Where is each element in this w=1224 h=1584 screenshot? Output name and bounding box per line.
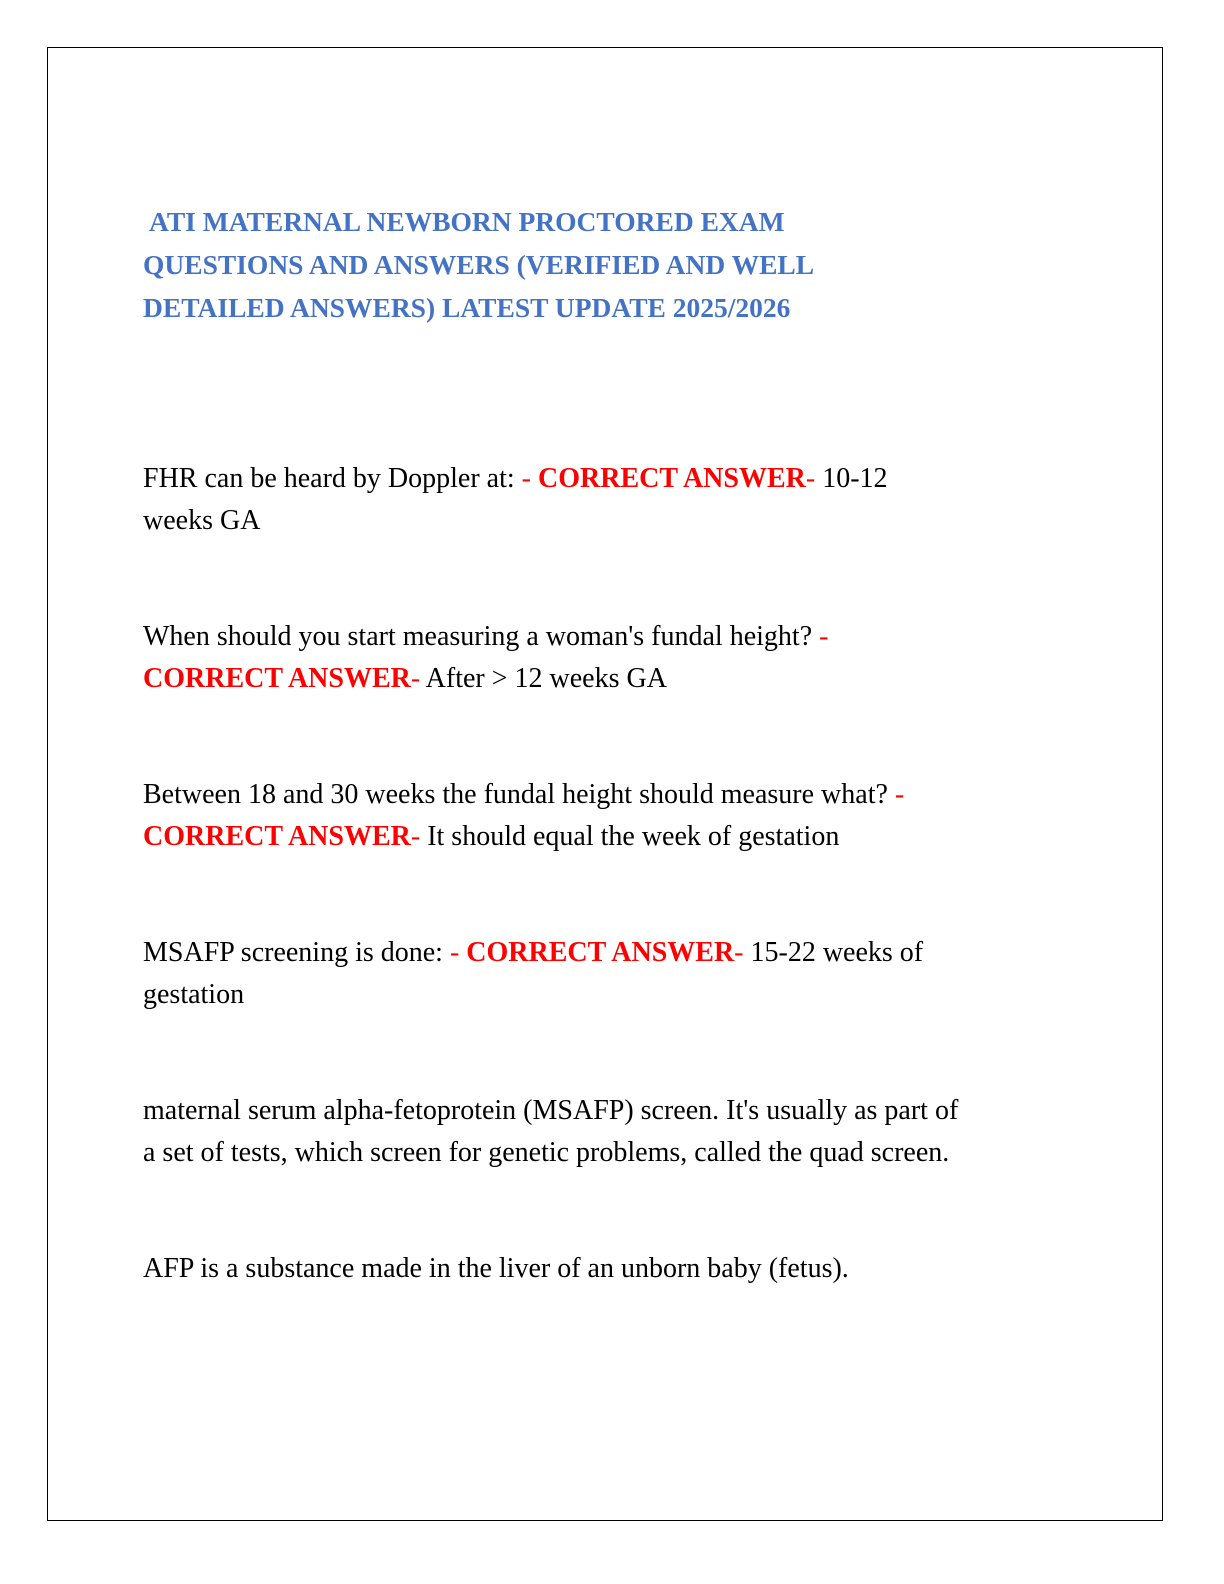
qa-line [143, 816, 1083, 858]
qa-item [143, 458, 1083, 542]
qa-line [143, 932, 1083, 974]
answer-marker [143, 821, 420, 852]
answer-text: It should equal the week of gestation [420, 821, 840, 852]
note-line: a set of tests, which screen for genetic problems, called the quad screen. [143, 1137, 950, 1168]
document-title [143, 200, 943, 329]
qa-item [143, 774, 1083, 858]
note-line: maternal serum alpha-fetoprotein (MSAFP) screen. It's usually as part of [143, 1095, 959, 1126]
answer-text: After > 12 weeks GA [420, 663, 667, 694]
answer-dash: - [410, 821, 421, 852]
answer-dash: - [805, 463, 816, 494]
answer-text: 15-22 weeks of [743, 937, 924, 968]
answer-marker-label: CORRECT ANSWER [143, 663, 411, 694]
question-text: When should you start measuring a woman's fundal height? [143, 621, 820, 652]
question-text: MSAFP screening is done: [143, 937, 450, 968]
qa-line [143, 658, 1083, 700]
answer-marker-label: CORRECT ANSWER [538, 463, 806, 494]
answer-dash: - [521, 463, 531, 494]
answer-text: weeks GA [143, 505, 261, 536]
note-paragraph [143, 1248, 1083, 1290]
qa-line [143, 616, 1083, 658]
title-line: DETAILED ANSWERS) LATEST UPDATE 2025/2026 [143, 292, 791, 323]
answer-dash: - [734, 937, 744, 968]
qa-item [143, 616, 1083, 700]
answer-marker [143, 663, 420, 694]
title-line: ATI MATERNAL NEWBORN PROCTORED EXAM [149, 206, 785, 237]
answer-marker-label: CORRECT ANSWER [466, 937, 735, 968]
answer-dash: - [449, 937, 460, 968]
answer-dash: - [819, 621, 829, 652]
answer-marker [459, 937, 743, 968]
answer-text: 10-12 [815, 463, 888, 494]
qa-item [143, 932, 1083, 1016]
note-paragraph [143, 1090, 1083, 1174]
answer-marker-label: CORRECT ANSWER [143, 821, 411, 852]
answer-text: gestation [143, 979, 245, 1010]
answer-dash: - [410, 663, 421, 694]
note-line: AFP is a substance made in the liver of an unborn baby (fetus). [143, 1253, 849, 1284]
answer-dash: - [894, 779, 905, 810]
answer-marker [531, 463, 815, 494]
question-text: Between 18 and 30 weeks the fundal height should measure what? [143, 779, 895, 810]
question-text: FHR can be heard by Doppler at: [143, 463, 522, 494]
qa-line [143, 458, 1083, 500]
title-line: QUESTIONS AND ANSWERS (VERIFIED AND WELL [143, 249, 815, 280]
qa-line [143, 774, 1083, 816]
